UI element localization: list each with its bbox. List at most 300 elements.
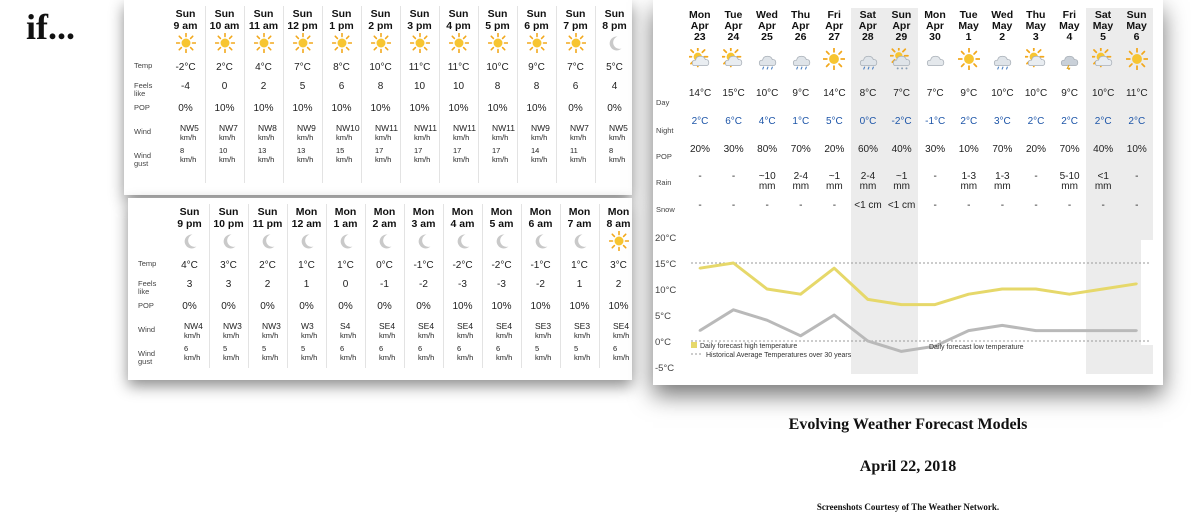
wind-gust-unit: km/h (336, 155, 353, 164)
date-label: 28 (861, 31, 874, 43)
day-column (952, 0, 986, 211)
row-label-wind: Wind (138, 325, 156, 334)
hour-column (560, 198, 599, 362)
cloud-icon (924, 48, 946, 70)
hour-column (599, 198, 638, 362)
feels-like-value: 5 (299, 81, 306, 92)
high-temperature-point (799, 293, 801, 295)
day-of-week-label: Mon (689, 9, 711, 21)
hour-time-label: 9 am (173, 20, 198, 32)
wind-unit: km/h (336, 133, 353, 142)
wind-gust-value: 17 (375, 146, 384, 155)
wind-direction-value: NW10 (336, 123, 360, 133)
day-high-value: 7°C (893, 88, 910, 99)
high-temperature-line (700, 263, 1137, 305)
pop-value: 30% (925, 144, 946, 155)
feels-like-value: -4 (181, 81, 190, 92)
day-column (851, 0, 885, 211)
hour-icon-wrap (595, 32, 634, 54)
date-label: 30 (929, 31, 941, 43)
wind-unit: km/h (496, 331, 513, 340)
day-icon-wrap (750, 47, 784, 71)
y-tick-label: 20°C (655, 233, 677, 244)
high-temperature-point (1035, 288, 1037, 290)
day-high-value: 9°C (792, 88, 810, 99)
sun-icon (527, 33, 547, 53)
hour-time-label: 1 am (333, 218, 358, 230)
hour-icon-wrap (322, 32, 361, 54)
wind-unit: km/h (258, 133, 275, 142)
temp-value: 2°C (216, 62, 233, 73)
pop-value: 10% (530, 301, 551, 312)
wind-gust-value: 5 (223, 344, 228, 353)
low-temperature-point (833, 314, 835, 316)
hour-icon-wrap (205, 32, 244, 54)
wind-gust-unit: km/h (223, 353, 240, 362)
hour-day-label: Mon (295, 206, 318, 218)
day-column (1086, 0, 1120, 211)
rain-amount-value: 2-4 mm (792, 171, 810, 192)
hour-day-label: Sun (604, 8, 625, 20)
feels-like-value: 0 (342, 279, 349, 290)
hour-column (595, 0, 634, 164)
temp-value: 8°C (333, 62, 350, 73)
hour-time-label: 5 am (489, 218, 514, 230)
day-of-week-label: Fri (1062, 9, 1077, 21)
sun-icon (410, 33, 430, 53)
wind-unit: km/h (180, 133, 197, 142)
wind-gust-unit: km/h (609, 155, 626, 164)
feels-like-value: -2 (536, 279, 545, 290)
wind-gust-unit: km/h (379, 353, 396, 362)
moon-icon (570, 231, 590, 251)
hour-time-label: 9 pm (177, 218, 202, 230)
y-tick-label: 5°C (655, 311, 671, 322)
sun-cloud-icon (689, 48, 711, 70)
low-temperature-point (1068, 329, 1070, 331)
row-label-pop: POP (656, 152, 672, 161)
hour-day-label: Sun (175, 8, 196, 20)
low-temperature-point (766, 319, 768, 321)
day-of-week-label: Wed (991, 9, 1014, 21)
hour-icon-wrap (365, 230, 404, 252)
hour-day-label: Sun (179, 206, 200, 218)
wind-unit: km/h (609, 133, 626, 142)
y-tick-label: 10°C (655, 285, 677, 296)
month-label: May (1025, 20, 1047, 32)
moon-icon (605, 33, 625, 53)
pop-value: 40% (1093, 144, 1114, 155)
wind-gust-unit: km/h (496, 353, 513, 362)
hour-time-label: 7 am (567, 218, 592, 230)
wind-gust-value: 6 (496, 344, 501, 353)
moon-icon (336, 231, 356, 251)
hour-icon-wrap (482, 230, 521, 252)
high-temperature-point (1001, 288, 1003, 290)
day-column (885, 0, 919, 211)
feels-like-value: 2 (615, 279, 622, 290)
hour-day-label: Sun (331, 8, 352, 20)
pop-value: 0% (338, 301, 353, 312)
row-label-day: Day (656, 98, 670, 107)
feels-like-value: -1 (380, 279, 389, 290)
pop-value: 20% (689, 144, 710, 155)
pop-value: 10% (958, 144, 979, 155)
row-label-feels-like: Feels like (134, 81, 153, 98)
day-icon-wrap (817, 47, 851, 71)
pop-value: 10% (526, 103, 547, 114)
high-temperature-point (699, 267, 701, 269)
wind-gust-unit: km/h (375, 155, 392, 164)
wind-unit: km/h (340, 331, 357, 340)
rain-amount-value: - (933, 171, 937, 182)
snow-amount-value: - (731, 200, 736, 211)
day-of-week-label: Fri (827, 9, 841, 21)
wind-gust-unit: km/h (301, 353, 318, 362)
temp-value: 10°C (369, 62, 392, 73)
rain-amount-value: - (698, 171, 702, 182)
day-icon-wrap (851, 47, 885, 71)
wind-unit: km/h (570, 133, 587, 142)
night-low-value: 2°C (1027, 116, 1045, 127)
day-icon-wrap (683, 47, 717, 71)
high-temperature-point (1068, 293, 1070, 295)
hour-column (400, 0, 439, 164)
hour-icon-wrap (400, 32, 439, 54)
pop-value: 10% (491, 301, 512, 312)
day-column (750, 0, 784, 211)
date-label: 26 (794, 31, 807, 43)
date-label: 27 (828, 31, 841, 43)
hour-time-label: 5 pm (485, 20, 510, 32)
hour-icon-wrap (599, 230, 638, 252)
wind-direction-value: NW7 (570, 123, 589, 133)
day-high-value: 14°C (823, 88, 846, 99)
wind-gust-unit: km/h (492, 155, 509, 164)
y-tick-label: 0°C (655, 337, 671, 348)
moon-icon (414, 231, 434, 251)
temp-value: 4°C (255, 62, 272, 73)
hour-day-label: Sun (526, 8, 547, 20)
date-label: 23 (693, 31, 706, 43)
pop-value: 0% (377, 301, 392, 312)
wind-unit: km/h (375, 133, 392, 142)
month-label: May (958, 20, 979, 32)
row-label-wind-gust: Wind gust (138, 349, 156, 366)
hour-column (166, 0, 205, 164)
pop-value: 0% (178, 103, 193, 114)
temp-value: 0°C (376, 260, 393, 271)
wind-gust-unit: km/h (184, 353, 201, 362)
wind-gust-unit: km/h (219, 155, 236, 164)
temp-value: 11°C (408, 62, 431, 73)
low-temperature-point (967, 329, 969, 331)
day-of-week-label: Tue (724, 9, 743, 21)
wind-direction-value: NW3 (223, 321, 242, 331)
temp-value: -2°C (452, 260, 473, 271)
day-icon-wrap (1086, 47, 1120, 71)
day-of-week-label: Sun (891, 9, 912, 21)
wind-gust-value: 6 (379, 344, 384, 353)
pop-value: 0% (299, 301, 314, 312)
temp-value: 7°C (294, 62, 311, 73)
day-icon-wrap (1120, 47, 1154, 71)
wind-gust-unit: km/h (258, 155, 275, 164)
temp-value: 3°C (610, 260, 627, 271)
hour-column (478, 0, 517, 164)
wind-unit: km/h (219, 133, 236, 142)
pop-value: 10% (409, 103, 430, 114)
wind-unit: km/h (574, 331, 591, 340)
wind-gust-value: 5 (574, 344, 579, 353)
wind-direction-value: SE4 (418, 321, 435, 331)
wind-unit: km/h (457, 331, 474, 340)
caption-credit: Screenshots Courtesy of The Weather Network. (816, 502, 1000, 512)
wind-direction-value: NW11 (414, 123, 437, 133)
month-label: Apr (925, 20, 945, 32)
wind-gust-value: 6 (457, 344, 462, 353)
feels-like-value: 10 (413, 81, 426, 92)
wind-unit: km/h (535, 331, 552, 340)
date-label: 29 (895, 31, 908, 43)
hour-time-label: 11 am (248, 20, 279, 32)
pop-value: 0% (568, 103, 583, 114)
snow-cloud-icon (890, 48, 912, 70)
row-label-feels-like: Feels like (138, 279, 157, 296)
month-label: Apr (690, 20, 709, 32)
rain-cloud-icon (756, 48, 778, 70)
hour-day-label: Mon (334, 206, 357, 218)
wind-gust-unit: km/h (535, 353, 552, 362)
pop-value: 60% (857, 144, 878, 155)
low-temperature-point (699, 329, 701, 331)
wind-gust-value: 8 (180, 146, 185, 155)
day-column (1019, 0, 1053, 211)
sun-cloud-icon (1092, 48, 1114, 70)
temp-value: -2°C (491, 260, 512, 271)
hour-day-label: Mon (373, 206, 396, 218)
hour-column (404, 198, 443, 362)
hour-day-label: Sun (214, 8, 235, 20)
wind-direction-value: SE4 (379, 321, 396, 331)
feels-like-value: 8 (377, 81, 384, 92)
sun-icon (371, 33, 391, 53)
moon-icon (297, 231, 317, 251)
temp-value: -1°C (413, 260, 434, 271)
snow-amount-value: <1 cm (887, 200, 916, 211)
date-label: 1 (965, 31, 972, 43)
day-of-week-label: Sun (1126, 9, 1147, 21)
day-of-week-label: Sat (1094, 9, 1112, 21)
wind-unit: km/h (531, 133, 548, 142)
hour-day-label: Sun (409, 8, 430, 20)
night-low-value: -2°C (891, 116, 912, 127)
sun-icon (609, 231, 629, 251)
wind-direction-value: NW11 (375, 123, 398, 133)
date-label: 2 (999, 31, 1006, 43)
high-temperature-point (732, 262, 734, 264)
feels-like-value: 6 (338, 81, 345, 92)
wind-gust-value: 17 (453, 146, 462, 155)
hour-column (517, 0, 556, 164)
hour-day-label: Sun (487, 8, 508, 20)
day-of-week-label: Thu (1026, 9, 1046, 21)
rain-amount-value: ~1 mm (826, 171, 843, 192)
month-label: Apr (791, 20, 810, 32)
legend-high-swatch (691, 342, 697, 348)
hour-column (244, 0, 283, 164)
wind-direction-value: SE4 (496, 321, 513, 331)
hour-column (248, 198, 287, 362)
day-column (1053, 0, 1087, 211)
sun-icon (332, 33, 352, 53)
sun-icon (293, 33, 313, 53)
caption-heading: Evolving Weather Forecast Models (788, 416, 1028, 433)
hour-icon-wrap (521, 230, 560, 252)
pop-value: 30% (723, 144, 744, 155)
wind-direction-value: NW4 (184, 321, 203, 331)
chart-edge-block (1141, 240, 1161, 345)
wind-gust-value: 17 (492, 146, 501, 155)
rain-cloud-icon (857, 48, 879, 70)
wind-direction-value: SE4 (613, 321, 630, 331)
wind-gust-unit: km/h (414, 155, 431, 164)
night-low-value: 0°C (859, 116, 877, 127)
sun-icon (566, 33, 586, 53)
hour-time-label: 4 pm (446, 20, 471, 32)
sun-icon (449, 33, 469, 53)
legend-low-label: Daily forecast low temperature (929, 344, 1024, 351)
hour-time-label: 2 am (372, 218, 397, 230)
high-temperature-point (900, 303, 902, 305)
row-label-temp: Temp (134, 61, 153, 70)
hour-icon-wrap (209, 230, 248, 252)
wind-gust-unit: km/h (613, 353, 630, 362)
day-of-week-label: Thu (790, 9, 811, 21)
hour-time-label: 6 am (528, 218, 553, 230)
wind-direction-value: NW11 (453, 123, 476, 133)
pop-value: 10% (331, 103, 352, 114)
hour-day-label: Mon (490, 206, 513, 218)
low-temperature-point (1135, 329, 1137, 331)
snow-amount-value: - (832, 200, 837, 211)
wind-gust-value: 13 (297, 146, 306, 155)
hour-day-label: Mon (412, 206, 435, 218)
hour-column (439, 0, 478, 164)
sun-icon (254, 33, 274, 53)
month-label: Apr (825, 20, 844, 32)
sun-cloud-icon (1025, 48, 1047, 70)
day-column (717, 0, 751, 211)
low-temperature-point (799, 335, 801, 337)
temp-value: 3°C (220, 260, 237, 271)
day-high-value: 15°C (722, 88, 745, 99)
feels-like-value: 3 (225, 279, 232, 290)
high-temperature-point (934, 303, 936, 305)
night-low-value: 2°C (1061, 116, 1078, 127)
wind-gust-unit: km/h (531, 155, 548, 164)
night-low-value: 2°C (1094, 116, 1112, 127)
snow-amount-value: - (799, 200, 803, 211)
low-temperature-point (900, 350, 902, 352)
hour-icon-wrap (244, 32, 283, 54)
day-column (784, 0, 818, 211)
hour-day-label: Mon (568, 206, 591, 218)
wind-gust-unit: km/h (340, 353, 357, 362)
hour-time-label: 6 pm (524, 20, 549, 32)
month-label: Apr (892, 20, 911, 32)
sun-icon (176, 33, 196, 53)
hour-column (322, 0, 361, 164)
day-of-week-label: Tue (959, 9, 978, 21)
row-label-night: Night (656, 126, 674, 135)
pop-value: 10% (214, 103, 235, 114)
wind-unit: km/h (453, 133, 470, 142)
hourly-forecast-card-bottom (128, 198, 632, 380)
rain-amount-value: <1 mm (1094, 171, 1112, 192)
night-low-value: 3°C (993, 116, 1011, 127)
hour-time-label: 11 pm (252, 218, 283, 230)
sun-icon (215, 33, 235, 53)
night-low-value: 2°C (691, 116, 709, 127)
day-high-value: 10°C (991, 88, 1014, 99)
wind-gust-value: 13 (258, 146, 267, 155)
hour-column (365, 198, 404, 362)
high-temperature-point (766, 288, 768, 290)
rain-amount-value: - (1135, 171, 1139, 182)
snow-amount-value: - (1000, 200, 1005, 211)
snow-amount-value: - (698, 200, 702, 211)
pop-value: 70% (1059, 144, 1080, 155)
pop-value: 70% (790, 144, 811, 155)
pop-value: 80% (757, 144, 778, 155)
pop-value: 0% (260, 301, 275, 312)
day-column (1120, 0, 1154, 211)
wind-gust-unit: km/h (574, 353, 591, 362)
hour-time-label: 3 pm (407, 20, 432, 32)
wind-unit: km/h (613, 331, 630, 340)
temp-value: -2°C (175, 62, 196, 73)
day-icon-wrap (1053, 47, 1087, 71)
temp-value: 5°C (606, 62, 623, 73)
date-label: 24 (727, 31, 740, 43)
wind-gust-unit: km/h (262, 353, 279, 362)
day-of-week-label: Mon (924, 9, 946, 21)
day-high-value: 14°C (688, 88, 712, 99)
wind-direction-value: W3 (301, 321, 314, 331)
wind-direction-value: NW3 (262, 321, 281, 331)
wind-gust-value: 10 (219, 146, 228, 155)
hour-day-label: Mon (607, 206, 630, 218)
pop-value: 10% (292, 103, 313, 114)
day-high-value: 9°C (960, 88, 978, 99)
temp-value: 1°C (571, 260, 588, 271)
feels-like-value: -3 (458, 279, 467, 290)
sun-icon (1126, 48, 1148, 70)
hour-icon-wrap (517, 32, 556, 54)
month-label: May (1092, 20, 1114, 32)
wind-gust-value: 8 (609, 146, 614, 155)
pop-value: 40% (891, 144, 912, 155)
day-icon-wrap (717, 47, 751, 71)
wind-gust-value: 5 (262, 344, 267, 353)
pop-value: 10% (370, 103, 391, 114)
temp-value: 1°C (298, 260, 315, 271)
temp-value: 4°C (181, 260, 198, 271)
moon-icon (219, 231, 239, 251)
feels-like-value: 10 (452, 81, 465, 92)
night-low-value: 2°C (960, 116, 978, 127)
